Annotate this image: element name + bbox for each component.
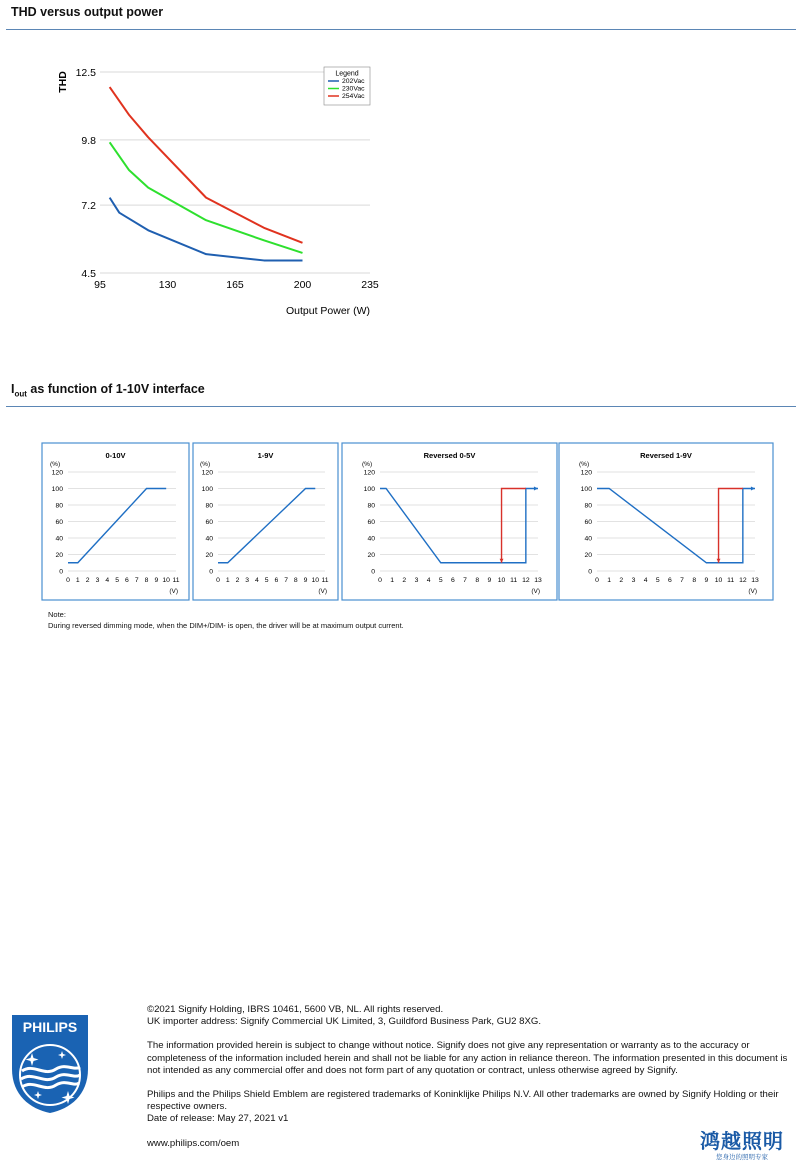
note-text: During reversed dimming mode, when the DIM+/DIM- is open, the driver will be at maximum output current. [48,621,404,630]
dim-x-tick-label: 4 [643,577,648,584]
dim-x-tick-label: 11 [172,577,180,584]
dim-x-tick-label: 9 [303,577,308,584]
dim-x-unit-label: (V) [169,588,178,595]
dim-y-tick-label: 0 [59,568,63,576]
thd-series-line-202Vac [110,198,303,261]
thd-x-tick-label: 235 [361,279,379,291]
dim-x-tick-label: 8 [293,577,298,584]
dim-x-tick-label: 9 [704,577,709,584]
dim-x-tick-label: 9 [487,577,492,584]
dim-x-tick-label: 1 [225,577,230,584]
dim-x-tick-label: 11 [510,577,518,584]
dim-y-tick-label: 80 [205,502,213,510]
dimming-charts [0,438,800,608]
thd-x-tick-label: 95 [94,279,106,291]
dim-x-tick-label: 1 [607,577,612,584]
dim-y-tick-label: 40 [205,535,213,543]
note [48,609,404,631]
thd-legend-entry: 202Vac [342,78,365,85]
dim-x-tick-label: 0 [216,577,220,584]
dim-y-tick-label: 40 [55,535,63,543]
dim-y-tick-label: 20 [367,552,375,559]
dim-x-tick-label: 0 [378,577,382,584]
dim-y-tick-label: 100 [201,486,213,493]
dim-x-tick-label: 6 [274,577,279,584]
dim-y-unit-label: (%) [200,461,211,468]
dim-x-tick-label: 5 [655,577,660,584]
dim-chart-title: 0-10V [105,451,126,460]
copyright: ©2021 Signify Holding, IBRS 10461, 5600 VB, NL. All rights reserved. [147,1004,444,1015]
cn-brand-name: 鸿越照明 [700,1129,784,1153]
note-label: Note: [48,610,66,619]
disclaimer: The information provided herein is subject to change without notice. Signify does not give any representation or warranty as to the accuracy or completeness of the information included herein and shall not be liable for any action in reliance thereon. The information presented in this document is not intended as any commercial offer and does not form part of any quotation or contract, unless otherwise agreed by Signify. [147,1040,788,1076]
dim-x-tick-label: 2 [619,577,624,584]
thd-y-tick-label: 9.8 [81,134,96,147]
thd-legend-entry: 230Vac [342,85,365,93]
dim-x-tick-label: 6 [668,577,672,584]
dim-y-tick-label: 0 [588,568,592,576]
dim-x-tick-label: 8 [144,577,149,584]
philips-shield-icon [10,1011,90,1115]
section-divider [6,29,796,30]
thd-legend-entry: 254Vac [342,93,365,100]
dim-chart-title: Reversed 0-5V [423,451,476,460]
dim-x-tick-label: 3 [414,577,419,584]
dim-x-tick-label: 4 [426,577,431,584]
thd-y-tick-label: 12.5 [75,67,96,79]
importer-address: UK importer address: Signify Commercial UK Limited, 3, Guildford Business Park, GU2 8XG. [147,1016,542,1028]
dim-x-tick-label: 11 [321,577,329,584]
dim-x-tick-label: 3 [631,577,636,584]
dim-y-tick-label: 80 [584,502,592,510]
dim-y-tick-label: 100 [580,486,592,493]
dim-x-tick-label: 6 [125,577,129,584]
dim-y-unit-label: (%) [362,461,373,468]
dim-x-tick-label: 10 [714,577,723,584]
dim-y-tick-label: 20 [205,552,213,559]
dim-x-tick-label: 9 [154,577,159,584]
dim-x-tick-label: 11 [727,577,735,584]
philips-logo [10,1011,90,1120]
cn-brand-logo [700,1125,784,1161]
dim-x-tick-label: 10 [162,577,170,584]
thd-y-axis-label: THD [57,71,69,93]
dim-y-tick-label: 60 [205,519,213,526]
cn-brand-slogan: 您身边的照明专家 [716,1153,768,1161]
dim-x-tick-label: 13 [751,577,759,584]
dim-chart-title: 1-9V [257,451,274,460]
thd-section-title: THD versus output power [11,5,164,19]
dim-y-unit-label: (%) [50,461,61,468]
dim-x-tick-label: 0 [66,577,70,584]
dim-x-tick-label: 8 [692,577,697,584]
dim-y-tick-label: 120 [580,469,592,477]
dim-y-tick-label: 0 [209,568,213,576]
dim-x-tick-label: 12 [739,577,747,584]
dim-x-tick-label: 0 [595,577,599,584]
dim-y-tick-label: 20 [55,552,63,559]
dim-x-tick-label: 1 [390,577,395,584]
dim-y-tick-label: 60 [584,519,592,526]
dim-y-tick-label: 120 [201,469,213,477]
dim-y-tick-label: 100 [363,486,375,493]
thd-x-tick-label: 130 [158,279,177,291]
dim-x-tick-label: 10 [497,577,506,584]
dim-x-tick-label: 5 [438,577,443,584]
dim-x-tick-label: 7 [134,577,139,584]
dim-x-unit-label: (V) [531,588,540,595]
dim-y-tick-label: 100 [51,486,63,493]
dim-y-tick-label: 80 [55,502,63,510]
dim-y-tick-label: 20 [584,552,592,559]
section-divider [6,406,796,407]
thd-y-tick-label: 4.5 [81,268,96,280]
dim-chart-title: Reversed 1-9V [640,451,692,460]
svg-text:PHILIPS: PHILIPS [22,1019,78,1035]
thd-x-axis-label: Output Power (W) [285,305,370,317]
dim-x-tick-label: 8 [475,577,480,584]
footer [147,1004,792,1150]
dim-y-tick-label: 120 [51,469,63,477]
dim-y-tick-label: 120 [363,469,375,477]
dim-x-unit-label: (V) [748,588,757,595]
dim-y-unit-label: (%) [579,461,590,468]
dim-x-tick-label: 7 [463,577,467,584]
dim-x-tick-label: 3 [245,577,250,584]
dim-x-tick-label: 2 [235,577,240,584]
dim-x-tick-label: 6 [451,577,455,584]
dim-x-tick-label: 4 [105,577,110,584]
dim-x-tick-label: 7 [680,577,684,584]
thd-x-tick-label: 200 [293,279,312,291]
thd-x-tick-label: 165 [226,279,244,291]
dim-x-tick-label: 12 [522,577,530,584]
iout-section-title: $I_{out}$ as function of 1-10V interface [11,382,205,399]
dim-x-tick-label: 2 [85,577,90,584]
trademark-notice: Philips and the Philips Shield Emblem are registered trademarks of Koninklijke Philips N.V. All other trademarks are owned by Signify Holding or their respective owners. [147,1089,779,1113]
release-date: Date of release: May 27, 2021 v1 [147,1113,289,1125]
dim-x-tick-label: 1 [75,577,80,584]
dim-x-unit-label: (V) [318,588,327,595]
thd-y-tick-label: 7.2 [81,200,96,213]
thd-chart [0,40,400,370]
website-link[interactable]: www.philips.com/oem [147,1137,240,1149]
dim-y-tick-label: 40 [584,535,592,543]
dim-x-tick-label: 5 [115,577,119,584]
dim-x-tick-label: 5 [264,577,269,584]
dim-x-tick-label: 13 [534,577,542,584]
dim-x-tick-label: 7 [284,577,288,584]
dim-y-tick-label: 0 [371,568,375,576]
dim-y-tick-label: 60 [367,519,375,526]
dim-y-tick-label: 40 [367,535,375,543]
dim-x-tick-label: 3 [95,577,100,584]
dim-y-tick-label: 80 [367,502,375,510]
dim-x-tick-label: 4 [255,577,259,584]
thd-legend-title: Legend [335,70,359,78]
dim-y-tick-label: 60 [55,519,63,526]
dim-x-tick-label: 2 [402,577,407,584]
dim-x-tick-label: 10 [311,577,320,584]
